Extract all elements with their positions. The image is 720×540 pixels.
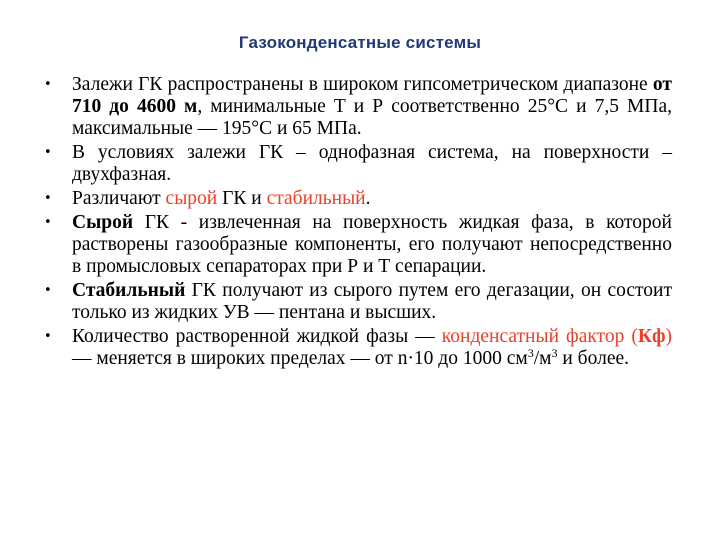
list-item [44,280,672,324]
list-item [44,326,672,370]
bullet-text: , минимальные Т и Р соответственно 25°С и 7,5 МПа, максимальные — 195°С и 65 МПа. [72,96,672,139]
bullet-text: Различают [72,188,166,209]
list-item [44,142,672,186]
bullet-text: Залежи ГК распространены в широком гипсометрическом диапазоне [72,74,653,95]
superscript: 3 [551,346,558,360]
term-paren: ) [665,326,672,347]
bullet-text: Количество растворенной жидкой фазы — [72,326,442,347]
term-stable-condensate: стабильный [266,188,366,209]
bullet-text: В условиях залежи ГК – однофазная система, на поверхности – двухфазная. [72,142,672,185]
term-condensate-factor: конденсатный фактор ( [441,326,638,347]
bullet-icon: • [44,215,52,230]
bullet-icon: • [44,145,52,160]
list-item [44,188,672,210]
list-item [44,74,672,140]
bullet-list [44,74,672,372]
bullet-text: /м [533,348,552,369]
bullet-text: — меняется в широких пределах — от n·10 до 1000 см [72,348,528,369]
bullet-icon: • [44,283,52,298]
bullet-text: ГК - извлеченная на поверхность жидкая фаза, в которой растворены газообразные компоненты, его получают непосредственно в промысловых сепараторах при Р и Т сепарации. [72,212,672,277]
term-kf: Кф [637,326,666,347]
bullet-icon: • [44,77,52,92]
bullet-icon: • [44,191,52,206]
term-raw-condensate: сырой [165,188,218,209]
slide-title: Газоконденсатные системы [238,33,482,52]
bullet-text: . [365,188,371,209]
bullet-text-bold: Сырой [72,212,134,233]
superscript: 3 [527,346,534,360]
bullet-text: и более. [557,348,630,369]
bullet-text-bold: Стабильный [72,280,186,301]
bullet-icon: • [44,329,52,344]
list-item [44,212,672,278]
bullet-text: ГК и [217,188,267,209]
bullet-text-bold: от 710 до 4600 м [72,74,672,117]
bullet-text: ГК получают из сырого путем его дегазации, он состоит только из жидких УВ — пентана и высших. [72,280,672,323]
